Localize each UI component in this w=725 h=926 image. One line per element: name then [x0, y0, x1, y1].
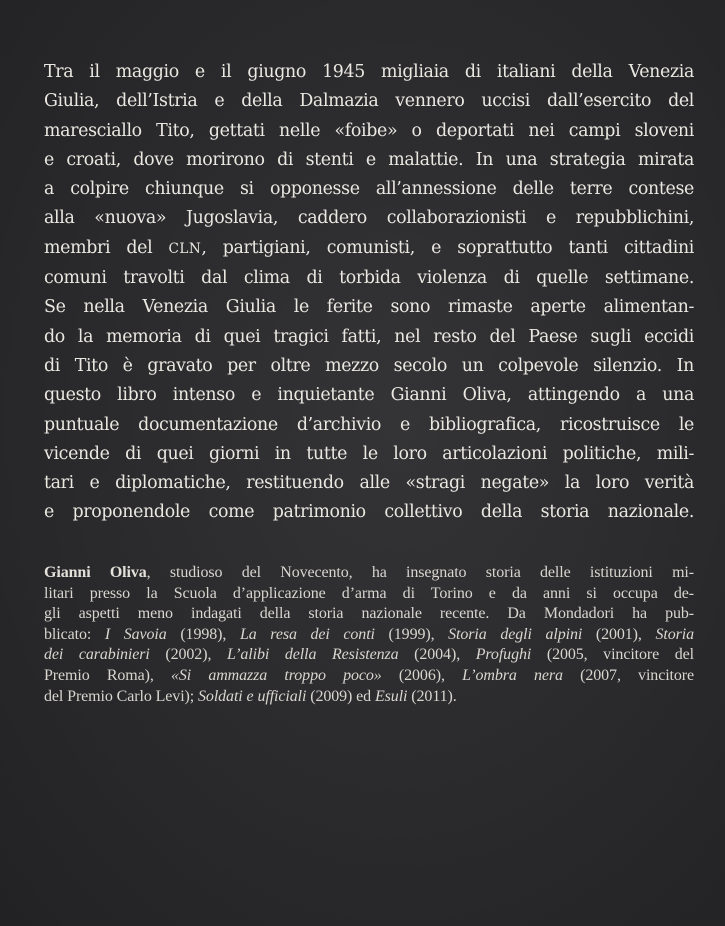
bio-text: del Premio Carlo Levi);	[44, 687, 199, 705]
cln-acronym: CLN	[168, 240, 202, 257]
blurb-line: Se nella Venezia Giulia le ferite sono rimaste aperte alimentan-	[44, 297, 694, 318]
blurb-line: questo libro intenso e inquietante Gianni Oliva, attingendo a una	[44, 385, 694, 406]
bio-text: blicato:	[44, 625, 105, 643]
bio-text: (2001),	[582, 625, 656, 643]
bio-line	[44, 666, 694, 687]
book-title: Soldati e ufficiali	[198, 687, 307, 705]
blurb-line: comuni travolti dal clima di torbida violenza di quelle settimane.	[44, 268, 694, 289]
blurb-line: Tra il maggio e il giugno 1945 migliaia di italiani della Venezia	[44, 62, 694, 82]
bio-line	[44, 625, 694, 646]
bio-text: (2007, vincitore	[562, 666, 695, 684]
blurb-line: maresciallo Tito, gettati nelle «foibe» o deportati nei campi sloveni	[44, 120, 694, 141]
book-title: Profughi	[475, 646, 532, 664]
book-title: «Si ammazza troppo poco»	[170, 666, 382, 684]
book-title: dei carabinieri	[44, 646, 150, 664]
bio-text: (2011).	[407, 687, 457, 705]
bio-text: (2009) ed	[306, 687, 375, 705]
book-title: L’ombra nera	[462, 666, 563, 684]
bio-line	[44, 645, 694, 666]
author-name: Gianni Oliva	[44, 564, 147, 581]
bio-text: (2004),	[398, 646, 476, 664]
book-title: I Savoia	[104, 625, 167, 643]
author-bio	[44, 563, 694, 707]
book-title: L’alibi della Resistenza	[226, 646, 399, 664]
blurb-line	[44, 234, 694, 264]
blurb-text: , partigiani, comunisti, e soprattutto tanti cittadini	[201, 237, 695, 258]
book-title: La resa dei conti	[239, 625, 375, 643]
blurb-text: membri del	[44, 237, 153, 258]
blurb-line: tari e diplomatiche, restituendo alle «stragi negate» la loro verità	[44, 473, 694, 494]
blurb-line: vicende di quei giorni in tutte le loro articolazioni politiche, mili-	[44, 443, 694, 464]
bio-text: (2002),	[149, 646, 227, 664]
blurb-line: e proponendole come patrimonio collettivo della storia nazionale.	[44, 502, 694, 523]
blurb-line: alla «nuova» Jugoslavia, caddero collaborazionisti e repubblichini,	[44, 208, 694, 229]
bio-text: (1999),	[374, 625, 449, 643]
book-blurb	[44, 58, 694, 528]
bio-text: (1998),	[166, 625, 240, 643]
bio-line	[44, 563, 694, 584]
blurb-line: Giulia, dell’Istria e della Dalmazia vennero uccisi dall’esercito del	[44, 91, 694, 112]
bio-text: , studioso del Novecento, ha insegnato storia delle istituzioni mi-	[146, 564, 694, 581]
bio-text: (2006),	[381, 666, 463, 684]
bio-line: gli aspetti meno indagati della storia nazionale recente. Da Mondadori ha pub-	[44, 605, 694, 623]
book-title: Esuli	[375, 687, 408, 705]
blurb-line: di Tito è gravato per oltre mezzo secolo un colpevole silenzio. In	[44, 355, 694, 376]
book-title: Storia degli alpini	[448, 625, 583, 643]
blurb-line: puntuale documentazione d’archivio e bibliografica, ricostruisce le	[44, 414, 694, 435]
bio-line: litari presso la Scuola d’applicazione d’arma di Torino e da anni si occupa de-	[44, 584, 694, 602]
blurb-line: a colpire chiunque si opponesse all’annessione delle terre contese	[44, 179, 694, 200]
book-title: Storia	[655, 625, 694, 643]
bio-text: (2005, vincitore del	[531, 646, 695, 664]
blurb-line: do la memoria di quei tragici fatti, nel resto del Paese sugli eccidi	[44, 326, 694, 347]
bio-line	[44, 687, 694, 708]
blurb-line: e croati, dove morirono di stenti e malattie. In una strategia mirata	[44, 149, 694, 170]
bio-text: Premio Roma),	[44, 666, 171, 684]
